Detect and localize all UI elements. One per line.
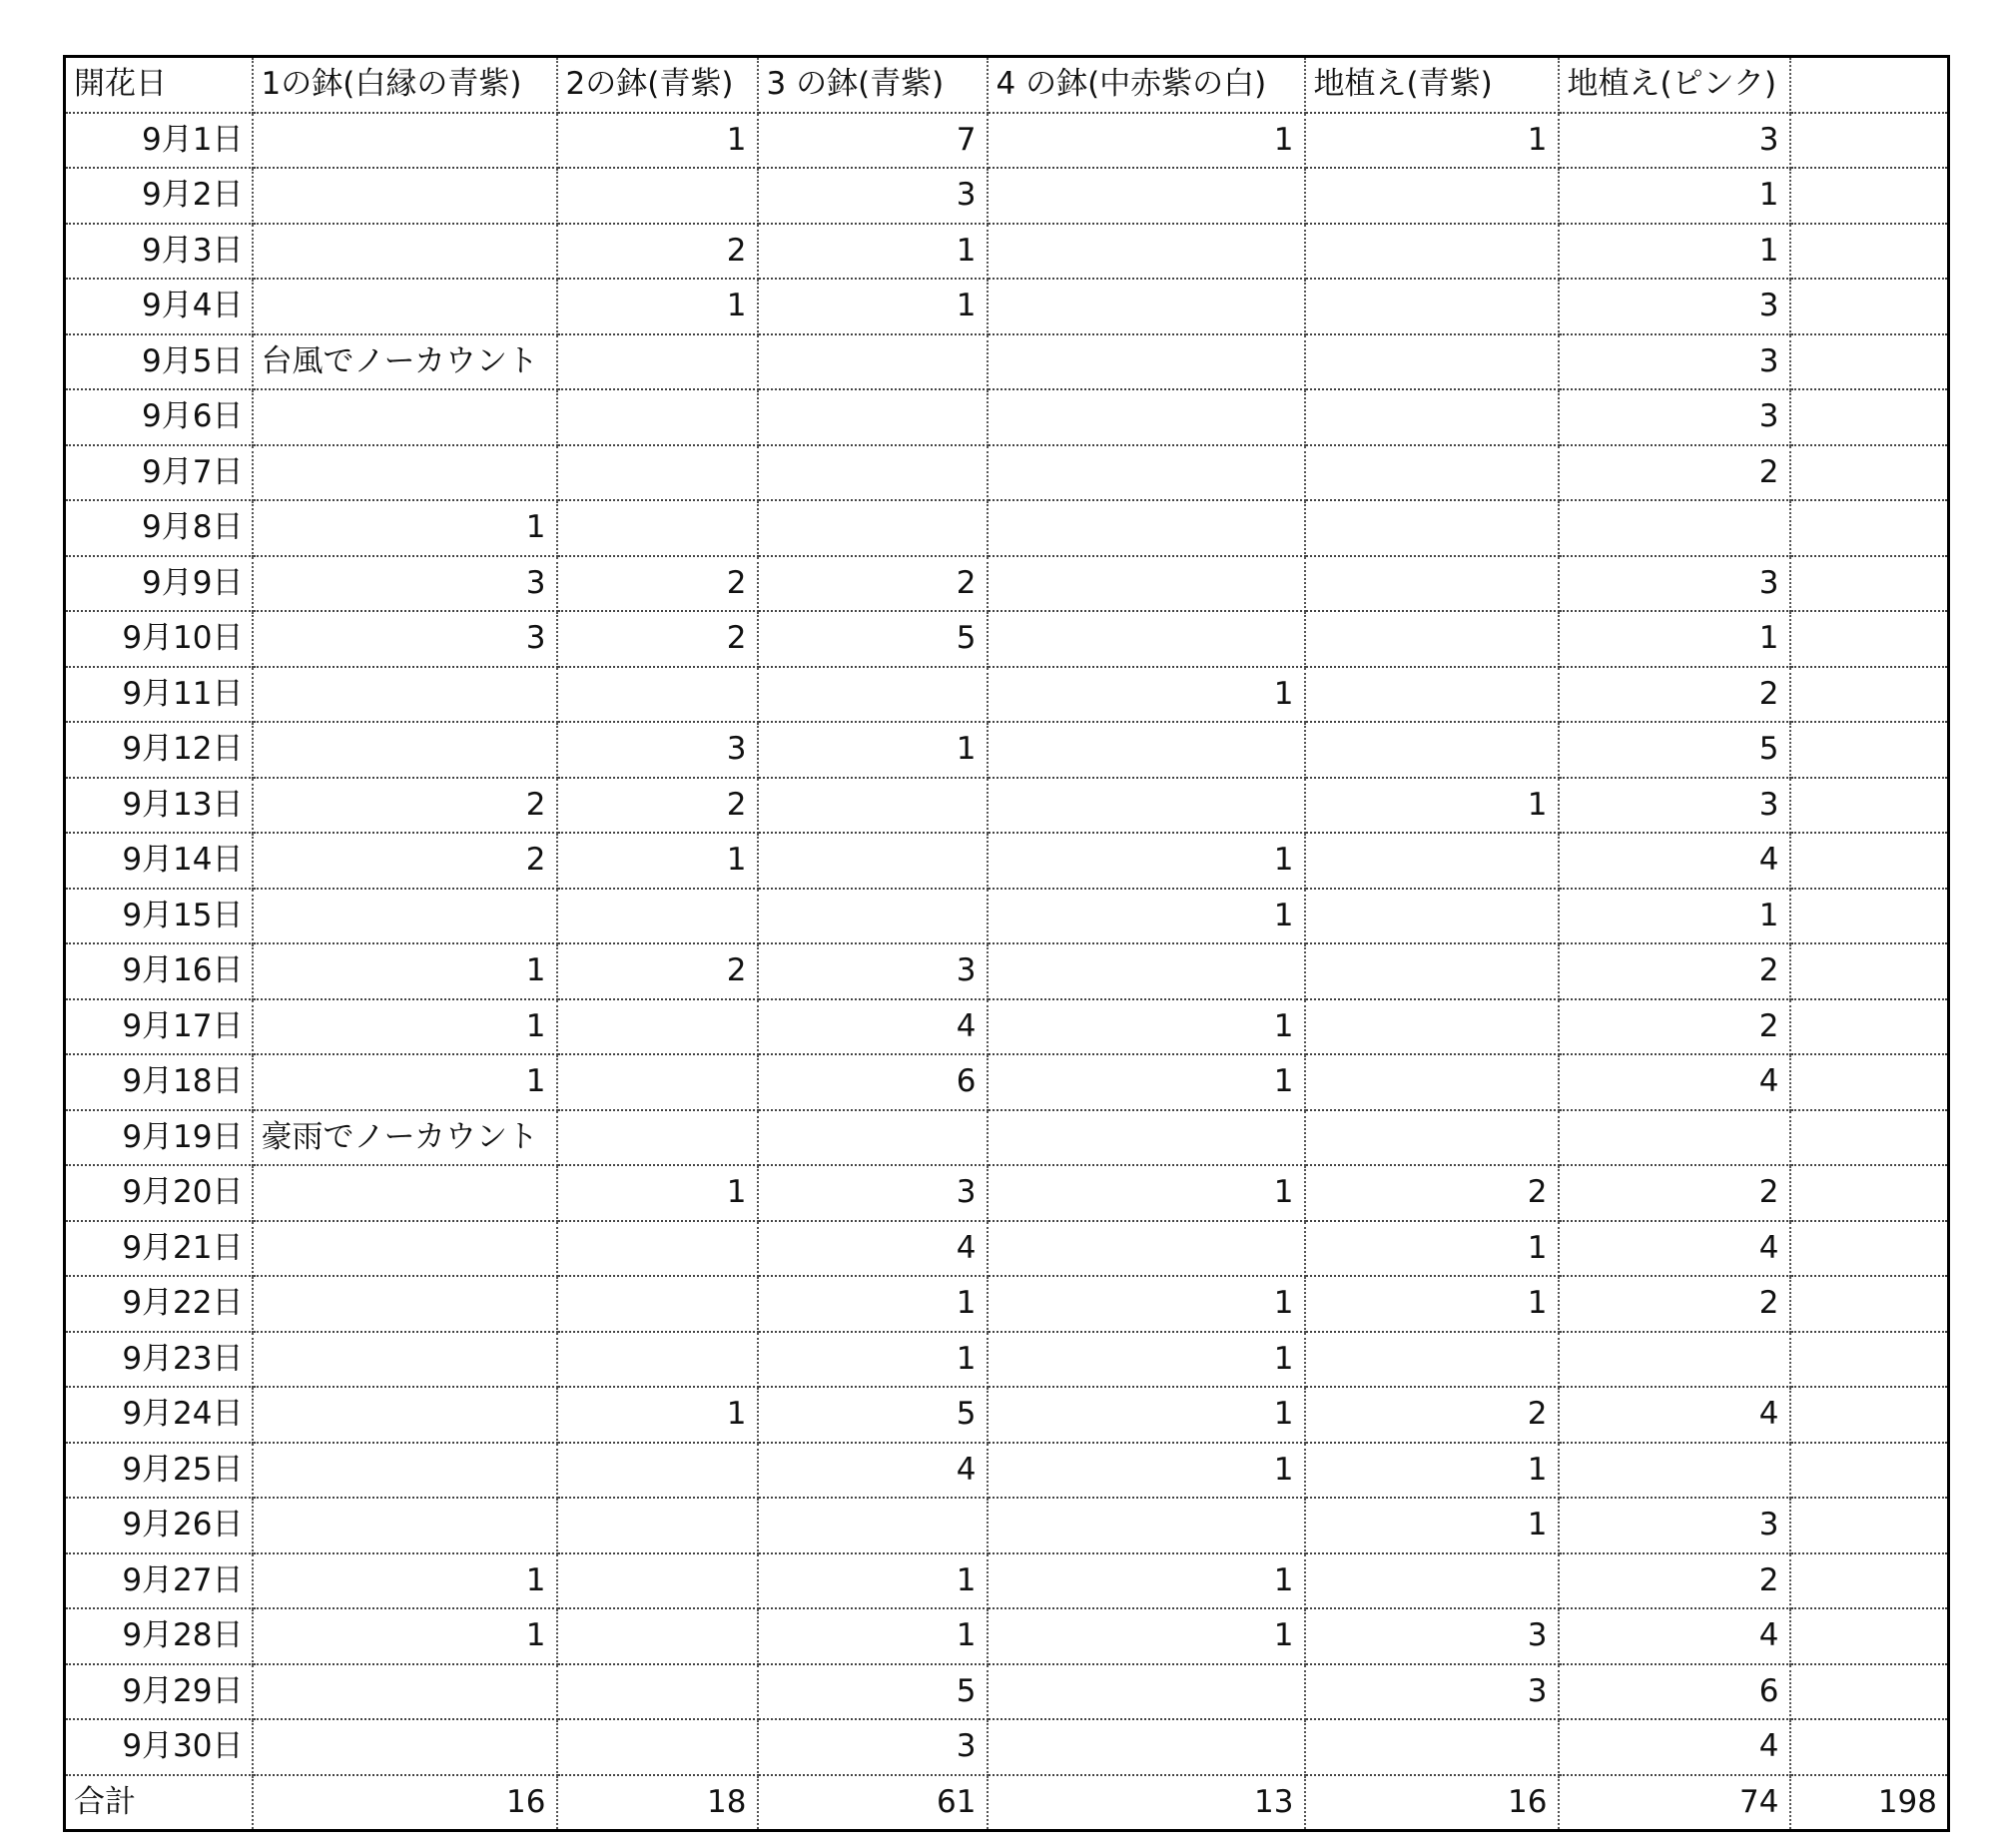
value-cell[interactable] <box>1790 1719 1949 1775</box>
value-cell[interactable]: 1 <box>758 1608 988 1664</box>
value-cell[interactable] <box>1790 279 1949 334</box>
value-cell[interactable] <box>758 500 988 556</box>
table-row <box>65 1719 1949 1775</box>
date-cell[interactable]: 9月25日 <box>65 1443 253 1499</box>
value-cell[interactable] <box>253 1498 557 1553</box>
date-cell[interactable]: 9月21日 <box>65 1221 253 1277</box>
value-cell[interactable] <box>1790 1221 1949 1277</box>
value-cell[interactable] <box>1305 168 1559 224</box>
value-cell[interactable]: 1 <box>1305 113 1559 169</box>
value-cell[interactable] <box>1305 279 1559 334</box>
date-cell[interactable]: 9月12日 <box>65 722 253 778</box>
value-cell[interactable]: 1 <box>758 279 988 334</box>
value-cell[interactable] <box>557 500 758 556</box>
value-cell[interactable]: 3 <box>1559 334 1790 390</box>
value-cell[interactable]: 5 <box>758 1664 988 1720</box>
value-cell[interactable]: 3 <box>1559 279 1790 334</box>
value-cell[interactable] <box>988 445 1305 501</box>
value-cell[interactable] <box>1305 667 1559 723</box>
value-cell[interactable]: 1 <box>1559 224 1790 280</box>
value-cell[interactable]: 2 <box>1559 943 1790 999</box>
value-cell[interactable]: 1 <box>1305 1276 1559 1332</box>
value-cell[interactable] <box>253 445 557 501</box>
value-cell[interactable] <box>1790 113 1949 169</box>
value-cell[interactable]: 5 <box>1559 722 1790 778</box>
value-cell[interactable] <box>1305 999 1559 1055</box>
date-cell[interactable]: 9月14日 <box>65 833 253 889</box>
value-cell[interactable]: 3 <box>758 1165 988 1221</box>
value-cell[interactable] <box>758 445 988 501</box>
header-pot-1[interactable]: 1の鉢(白縁の青紫) <box>253 57 557 113</box>
value-cell[interactable]: 1 <box>253 943 557 999</box>
value-cell[interactable]: 2 <box>557 611 758 667</box>
value-cell[interactable] <box>557 667 758 723</box>
value-cell[interactable]: 1 <box>758 1276 988 1332</box>
value-cell[interactable]: 1 <box>758 1553 988 1609</box>
value-cell[interactable] <box>557 1332 758 1388</box>
date-cell[interactable]: 9月1日 <box>65 113 253 169</box>
value-cell[interactable] <box>557 445 758 501</box>
value-cell[interactable] <box>1305 445 1559 501</box>
value-cell[interactable]: 3 <box>1559 1498 1790 1553</box>
value-cell[interactable] <box>1790 722 1949 778</box>
date-cell[interactable]: 9月18日 <box>65 1054 253 1110</box>
value-cell[interactable]: 4 <box>1559 1719 1790 1775</box>
value-cell[interactable]: 3 <box>1559 389 1790 445</box>
value-cell[interactable] <box>1790 500 1949 556</box>
table-row <box>65 168 1949 224</box>
value-cell[interactable] <box>988 611 1305 667</box>
date-cell[interactable]: 9月4日 <box>65 279 253 334</box>
value-cell[interactable] <box>1305 611 1559 667</box>
value-cell[interactable] <box>758 889 988 944</box>
table-row <box>65 1276 1949 1332</box>
value-cell[interactable] <box>557 1110 758 1166</box>
date-cell[interactable]: 9月5日 <box>65 334 253 390</box>
value-cell[interactable] <box>253 168 557 224</box>
value-cell[interactable] <box>1305 224 1559 280</box>
value-cell[interactable] <box>1305 889 1559 944</box>
value-cell[interactable] <box>1790 334 1949 390</box>
value-cell[interactable]: 1 <box>1305 1221 1559 1277</box>
value-cell[interactable]: 1 <box>557 833 758 889</box>
date-cell[interactable]: 9月23日 <box>65 1332 253 1388</box>
total-cell[interactable]: 13 <box>988 1775 1305 1831</box>
value-cell[interactable]: 2 <box>1305 1165 1559 1221</box>
value-cell[interactable]: 2 <box>1559 1276 1790 1332</box>
value-cell[interactable] <box>1559 1332 1790 1388</box>
date-cell[interactable]: 9月20日 <box>65 1165 253 1221</box>
value-cell[interactable]: 2 <box>1305 1387 1559 1443</box>
table-row <box>65 1332 1949 1388</box>
value-cell[interactable] <box>557 1276 758 1332</box>
table-row <box>65 667 1949 723</box>
date-cell[interactable]: 9月29日 <box>65 1664 253 1720</box>
table-row <box>65 1553 1949 1609</box>
value-cell[interactable] <box>1790 999 1949 1055</box>
value-cell[interactable]: 1 <box>758 722 988 778</box>
value-cell[interactable] <box>1305 943 1559 999</box>
date-cell[interactable]: 9月28日 <box>65 1608 253 1664</box>
value-cell[interactable] <box>557 1719 758 1775</box>
date-cell[interactable]: 9月13日 <box>65 778 253 834</box>
value-cell[interactable]: 1 <box>988 1387 1305 1443</box>
value-cell[interactable] <box>557 1443 758 1499</box>
value-cell[interactable]: 4 <box>758 1443 988 1499</box>
table-body <box>65 57 1949 1831</box>
value-cell[interactable] <box>1790 224 1949 280</box>
table-row <box>65 224 1949 280</box>
value-cell[interactable] <box>988 943 1305 999</box>
value-cell[interactable]: 1 <box>1559 889 1790 944</box>
value-cell[interactable] <box>557 389 758 445</box>
date-cell[interactable]: 9月10日 <box>65 611 253 667</box>
value-cell[interactable]: 4 <box>1559 1608 1790 1664</box>
value-cell[interactable]: 2 <box>557 224 758 280</box>
value-cell[interactable]: 4 <box>1559 1054 1790 1110</box>
value-cell[interactable]: 2 <box>1559 667 1790 723</box>
value-cell[interactable]: 3 <box>1559 778 1790 834</box>
value-cell[interactable] <box>758 1498 988 1553</box>
value-cell[interactable]: 3 <box>1559 556 1790 612</box>
value-cell[interactable] <box>758 778 988 834</box>
value-cell[interactable] <box>1305 1332 1559 1388</box>
value-cell[interactable]: 1 <box>1559 168 1790 224</box>
value-cell[interactable] <box>988 1719 1305 1775</box>
value-cell[interactable]: 1 <box>1305 778 1559 834</box>
table-row <box>65 279 1949 334</box>
table-row <box>65 334 1949 390</box>
value-cell[interactable] <box>1790 1054 1949 1110</box>
value-cell[interactable]: 1 <box>758 224 988 280</box>
header-row <box>65 57 1949 113</box>
table-row <box>65 833 1949 889</box>
table-row <box>65 778 1949 834</box>
value-cell[interactable]: 1 <box>1305 1498 1559 1553</box>
value-cell[interactable] <box>253 889 557 944</box>
value-cell[interactable] <box>253 1276 557 1332</box>
table-row <box>65 445 1949 501</box>
value-cell[interactable]: 4 <box>1559 833 1790 889</box>
value-cell[interactable]: 1 <box>253 500 557 556</box>
value-cell[interactable] <box>557 334 758 390</box>
value-cell[interactable]: 2 <box>253 778 557 834</box>
table-row <box>65 1110 1949 1166</box>
table-row <box>65 1221 1949 1277</box>
value-cell[interactable]: 1 <box>988 667 1305 723</box>
value-cell[interactable] <box>253 1332 557 1388</box>
total-cell[interactable]: 18 <box>557 1775 758 1831</box>
value-cell[interactable] <box>1305 1553 1559 1609</box>
value-cell[interactable] <box>988 389 1305 445</box>
date-cell[interactable]: 9月16日 <box>65 943 253 999</box>
value-cell[interactable]: 3 <box>758 168 988 224</box>
value-cell[interactable] <box>557 1608 758 1664</box>
value-cell[interactable] <box>758 389 988 445</box>
value-cell[interactable] <box>988 1110 1305 1166</box>
value-cell[interactable] <box>758 667 988 723</box>
value-cell[interactable] <box>557 999 758 1055</box>
value-cell[interactable]: 3 <box>1305 1608 1559 1664</box>
value-cell[interactable] <box>1790 1443 1949 1499</box>
table-row <box>65 1165 1949 1221</box>
value-cell[interactable] <box>1790 389 1949 445</box>
grand-total-cell[interactable]: 198 <box>1790 1775 1949 1831</box>
table-row <box>65 1608 1949 1664</box>
value-cell[interactable] <box>1790 1498 1949 1553</box>
value-cell[interactable]: 2 <box>1559 1165 1790 1221</box>
value-cell[interactable] <box>1305 833 1559 889</box>
date-cell[interactable]: 9月3日 <box>65 224 253 280</box>
value-cell[interactable]: 2 <box>758 556 988 612</box>
value-cell[interactable] <box>1790 667 1949 723</box>
header-bloom-date[interactable]: 開花日 <box>65 57 253 113</box>
value-cell[interactable]: 1 <box>1559 611 1790 667</box>
table-row <box>65 389 1949 445</box>
date-cell[interactable]: 9月7日 <box>65 445 253 501</box>
table-row <box>65 500 1949 556</box>
value-cell[interactable]: 3 <box>1559 113 1790 169</box>
date-cell[interactable]: 9月9日 <box>65 556 253 612</box>
value-cell[interactable] <box>1305 1110 1559 1166</box>
value-cell[interactable]: 1 <box>253 1054 557 1110</box>
date-cell[interactable]: 9月30日 <box>65 1719 253 1775</box>
value-cell[interactable]: 4 <box>758 1221 988 1277</box>
value-cell[interactable] <box>1305 389 1559 445</box>
value-cell[interactable]: 5 <box>758 611 988 667</box>
total-label[interactable]: 合計 <box>65 1775 253 1831</box>
table-row <box>65 113 1949 169</box>
value-cell[interactable] <box>1790 168 1949 224</box>
value-cell[interactable]: 3 <box>1305 1664 1559 1720</box>
value-cell[interactable] <box>988 279 1305 334</box>
value-cell[interactable]: 5 <box>758 1387 988 1443</box>
table-row <box>65 722 1949 778</box>
value-cell[interactable] <box>988 500 1305 556</box>
date-cell[interactable]: 9月26日 <box>65 1498 253 1553</box>
value-cell[interactable] <box>253 1664 557 1720</box>
value-cell[interactable] <box>988 1664 1305 1720</box>
value-cell[interactable]: 4 <box>1559 1221 1790 1277</box>
value-cell[interactable] <box>1790 1608 1949 1664</box>
value-cell[interactable] <box>1790 833 1949 889</box>
header-pot-4[interactable]: 4 の鉢(中赤紫の白) <box>988 57 1305 113</box>
value-cell[interactable]: 1 <box>988 113 1305 169</box>
table-row <box>65 999 1949 1055</box>
bloom-count-table <box>63 55 1950 1832</box>
total-cell[interactable]: 61 <box>758 1775 988 1831</box>
value-cell[interactable]: 1 <box>557 1165 758 1221</box>
value-cell[interactable]: 2 <box>557 943 758 999</box>
note-cell[interactable]: 台風でノーカウント <box>253 334 557 390</box>
value-cell[interactable]: 2 <box>1559 999 1790 1055</box>
value-cell[interactable] <box>1305 1054 1559 1110</box>
value-cell[interactable] <box>758 1110 988 1166</box>
value-cell[interactable]: 1 <box>557 1387 758 1443</box>
value-cell[interactable]: 1 <box>988 1553 1305 1609</box>
value-cell[interactable] <box>1790 1387 1949 1443</box>
value-cell[interactable] <box>253 667 557 723</box>
total-cell[interactable]: 16 <box>1305 1775 1559 1831</box>
value-cell[interactable] <box>988 722 1305 778</box>
value-cell[interactable]: 1 <box>253 999 557 1055</box>
value-cell[interactable] <box>253 1387 557 1443</box>
value-cell[interactable] <box>557 1498 758 1553</box>
value-cell[interactable] <box>758 833 988 889</box>
value-cell[interactable] <box>988 168 1305 224</box>
value-cell[interactable]: 3 <box>253 556 557 612</box>
value-cell[interactable] <box>253 279 557 334</box>
value-cell[interactable] <box>1305 722 1559 778</box>
value-cell[interactable] <box>1790 1553 1949 1609</box>
value-cell[interactable]: 1 <box>253 1553 557 1609</box>
value-cell[interactable] <box>557 1553 758 1609</box>
value-cell[interactable] <box>758 334 988 390</box>
value-cell[interactable]: 3 <box>758 943 988 999</box>
table-row <box>65 1443 1949 1499</box>
total-cell[interactable]: 74 <box>1559 1775 1790 1831</box>
value-cell[interactable] <box>253 224 557 280</box>
date-cell[interactable]: 9月24日 <box>65 1387 253 1443</box>
value-cell[interactable] <box>1790 611 1949 667</box>
value-cell[interactable]: 7 <box>758 113 988 169</box>
value-cell[interactable]: 3 <box>758 1719 988 1775</box>
value-cell[interactable] <box>253 389 557 445</box>
value-cell[interactable]: 6 <box>1559 1664 1790 1720</box>
table-row <box>65 889 1949 944</box>
header-pot-2[interactable]: 2の鉢(青紫) <box>557 57 758 113</box>
date-cell[interactable]: 9月22日 <box>65 1276 253 1332</box>
value-cell[interactable] <box>1790 889 1949 944</box>
value-cell[interactable] <box>1790 445 1949 501</box>
total-row <box>65 1775 1949 1831</box>
value-cell[interactable]: 2 <box>557 778 758 834</box>
value-cell[interactable] <box>1305 334 1559 390</box>
value-cell[interactable]: 1 <box>988 1332 1305 1388</box>
value-cell[interactable] <box>1559 1443 1790 1499</box>
value-cell[interactable] <box>1790 1276 1949 1332</box>
value-cell[interactable] <box>557 1054 758 1110</box>
value-cell[interactable]: 2 <box>557 556 758 612</box>
value-cell[interactable]: 1 <box>988 1054 1305 1110</box>
value-cell[interactable]: 2 <box>253 833 557 889</box>
value-cell[interactable]: 1 <box>988 833 1305 889</box>
value-cell[interactable]: 1 <box>1305 1443 1559 1499</box>
date-cell[interactable]: 9月11日 <box>65 667 253 723</box>
value-cell[interactable] <box>557 1221 758 1277</box>
value-cell[interactable]: 1 <box>758 1332 988 1388</box>
value-cell[interactable]: 4 <box>758 999 988 1055</box>
date-cell[interactable]: 9月15日 <box>65 889 253 944</box>
value-cell[interactable] <box>988 556 1305 612</box>
value-cell[interactable]: 2 <box>1559 1553 1790 1609</box>
date-cell[interactable]: 9月19日 <box>65 1110 253 1166</box>
value-cell[interactable] <box>988 224 1305 280</box>
value-cell[interactable]: 6 <box>758 1054 988 1110</box>
value-cell[interactable] <box>557 889 758 944</box>
value-cell[interactable] <box>253 113 557 169</box>
date-cell[interactable]: 9月2日 <box>65 168 253 224</box>
value-cell[interactable] <box>1305 500 1559 556</box>
date-cell[interactable]: 9月17日 <box>65 999 253 1055</box>
table-row <box>65 1664 1949 1720</box>
value-cell[interactable]: 1 <box>253 1608 557 1664</box>
total-cell[interactable]: 16 <box>253 1775 557 1831</box>
value-cell[interactable] <box>253 1165 557 1221</box>
value-cell[interactable] <box>557 1664 758 1720</box>
value-cell[interactable]: 1 <box>988 1276 1305 1332</box>
value-cell[interactable]: 1 <box>988 889 1305 944</box>
value-cell[interactable] <box>253 1443 557 1499</box>
value-cell[interactable] <box>1559 1110 1790 1166</box>
header-ground-pink[interactable]: 地植え(ピンク) <box>1559 57 1790 113</box>
date-cell[interactable]: 9月6日 <box>65 389 253 445</box>
table-row <box>65 1498 1949 1553</box>
value-cell[interactable] <box>1790 778 1949 834</box>
note-cell[interactable]: 豪雨でノーカウント <box>253 1110 557 1166</box>
value-cell[interactable] <box>1790 1332 1949 1388</box>
header-blank[interactable] <box>1790 57 1949 113</box>
value-cell[interactable] <box>988 778 1305 834</box>
value-cell[interactable]: 1 <box>557 113 758 169</box>
value-cell[interactable] <box>1790 1110 1949 1166</box>
value-cell[interactable]: 3 <box>557 722 758 778</box>
table-row <box>65 943 1949 999</box>
value-cell[interactable] <box>1790 556 1949 612</box>
value-cell[interactable]: 2 <box>1559 445 1790 501</box>
value-cell[interactable]: 1 <box>988 1165 1305 1221</box>
value-cell[interactable] <box>1305 1719 1559 1775</box>
value-cell[interactable] <box>253 1221 557 1277</box>
date-cell[interactable]: 9月27日 <box>65 1553 253 1609</box>
value-cell[interactable] <box>1790 1165 1949 1221</box>
value-cell[interactable] <box>253 722 557 778</box>
header-ground-bluepurple[interactable]: 地植え(青紫) <box>1305 57 1559 113</box>
value-cell[interactable] <box>1305 556 1559 612</box>
value-cell[interactable]: 1 <box>557 279 758 334</box>
value-cell[interactable] <box>988 1498 1305 1553</box>
table-row <box>65 556 1949 612</box>
value-cell[interactable]: 1 <box>988 1608 1305 1664</box>
value-cell[interactable]: 1 <box>988 1443 1305 1499</box>
value-cell[interactable] <box>557 168 758 224</box>
date-cell[interactable]: 9月8日 <box>65 500 253 556</box>
value-cell[interactable] <box>988 1221 1305 1277</box>
value-cell[interactable]: 3 <box>253 611 557 667</box>
value-cell[interactable] <box>253 1719 557 1775</box>
value-cell[interactable] <box>1790 1664 1949 1720</box>
value-cell[interactable]: 1 <box>988 999 1305 1055</box>
table-row <box>65 611 1949 667</box>
value-cell[interactable] <box>988 334 1305 390</box>
table-row <box>65 1054 1949 1110</box>
value-cell[interactable] <box>1559 500 1790 556</box>
value-cell[interactable]: 4 <box>1559 1387 1790 1443</box>
value-cell[interactable] <box>1790 943 1949 999</box>
header-pot-3[interactable]: 3 の鉢(青紫) <box>758 57 988 113</box>
table-row <box>65 1387 1949 1443</box>
